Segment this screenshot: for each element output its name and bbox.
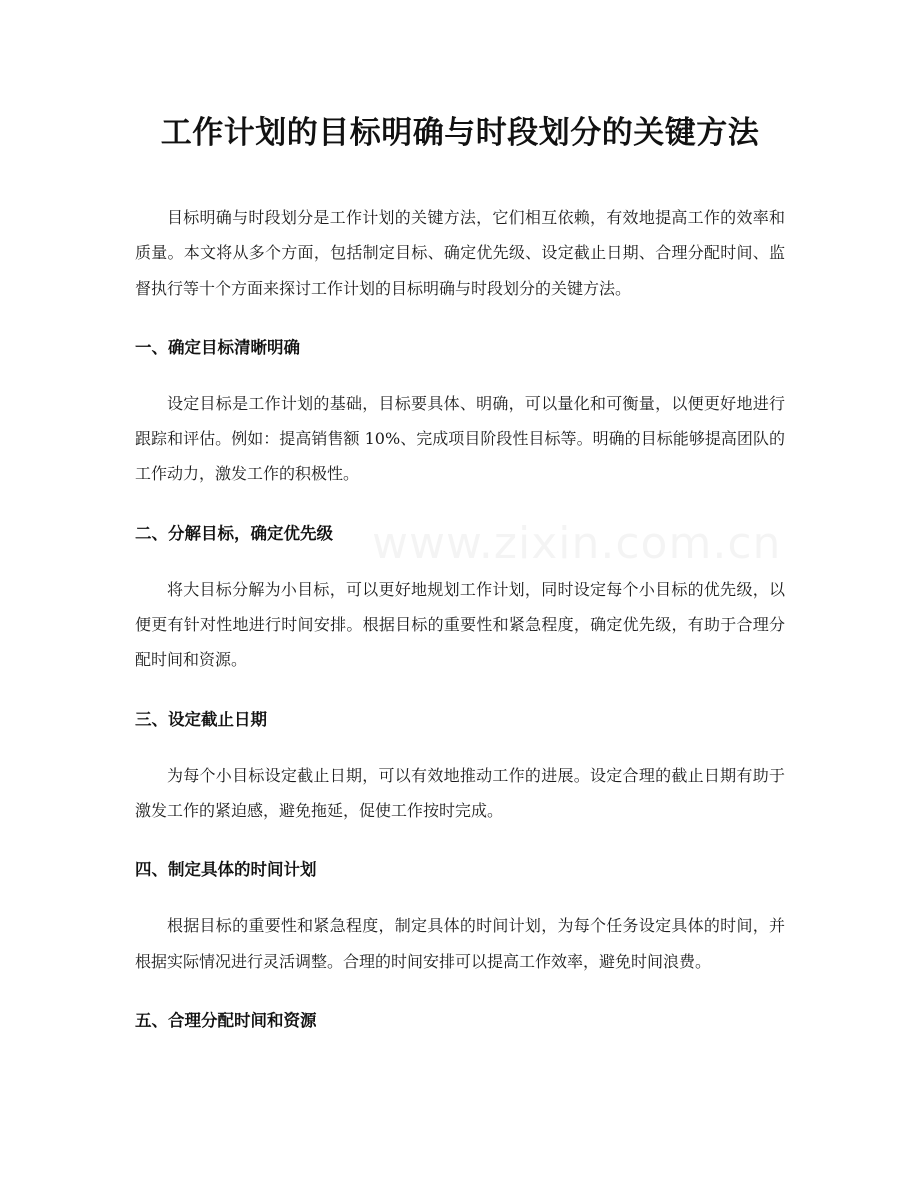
document-title: 工作计划的目标明确与时段划分的关键方法 bbox=[160, 115, 760, 151]
section-2-heading: 二、分解目标，确定优先级 bbox=[135, 523, 333, 543]
section-1-heading: 一、确定目标清晰明确 bbox=[135, 337, 300, 357]
section-3-body: 为每个小目标设定截止日期，可以有效地推动工作的进展。设定合理的截止日期有助于激发工作的紧迫感，避免拖延，促使工作按时完成。 bbox=[135, 765, 785, 820]
section-4-heading: 四、制定具体的时间计划 bbox=[135, 860, 317, 880]
section-2-body: 将大目标分解为小目标，可以更好地规划工作计划，同时设定每个小目标的优先级，以便更有针对性地进行时间安排。根据目标的重要性和紧急程度，确定优先级，有助于合理分配时间和资源。 bbox=[135, 579, 785, 670]
section-4-body: 根据目标的重要性和紧急程度，制定具体的时间计划，为每个任务设定具体的时间，并根据实际情况进行灵活调整。合理的时间安排可以提高工作效率，避免时间浪费。 bbox=[135, 916, 785, 971]
section-1-body: 设定目标是工作计划的基础，目标要具体、明确，可以量化和可衡量，以便更好地进行跟踪和评估。例如：提高销售额 10%、完成项目阶段性目标等。明确的目标能够提高团队的工作动力，激发工作的积极性。 bbox=[135, 393, 785, 484]
section-5-heading: 五、合理分配时间和资源 bbox=[135, 1010, 317, 1030]
intro-paragraph: 目标明确与时段划分是工作计划的关键方法，它们相互依赖，有效地提高工作的效率和质量。本文将从多个方面，包括制定目标、确定优先级、设定截止日期、合理分配时间、监督执行等十个方面来探讨工作计划的目标明确与时段划分的关键方法。 bbox=[135, 208, 785, 298]
section-3-heading: 三、设定截止日期 bbox=[135, 709, 267, 729]
